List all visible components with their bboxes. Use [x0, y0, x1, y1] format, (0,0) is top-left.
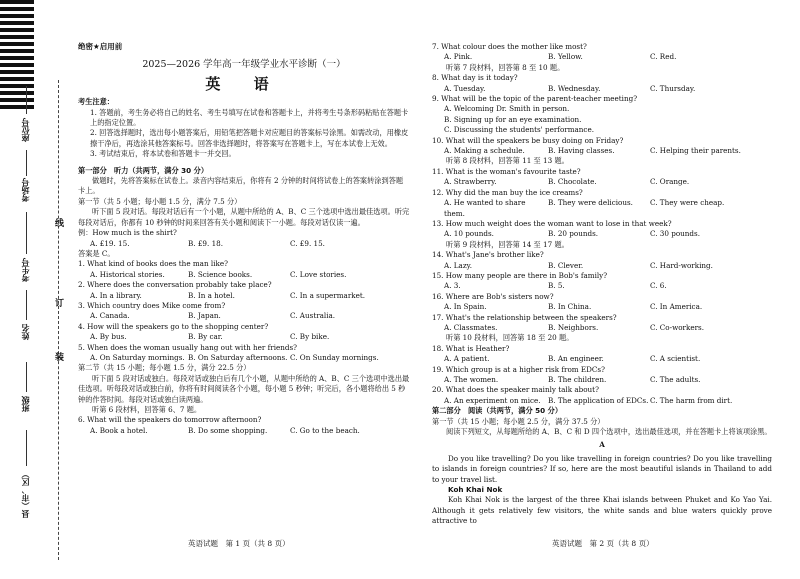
passage-label: A: [599, 440, 605, 450]
option-c: C. A scientist.: [650, 354, 701, 364]
question-item: 19. Which group is at a higher risk from EDCs?: [432, 364, 605, 374]
option-a: A. An experiment on mice.: [444, 395, 541, 405]
part2-section1-title: 第一节（共 15 小题；每小题 2.5 分，满分 37.5 分）: [432, 416, 605, 426]
notes-title: 考生注意：: [78, 97, 114, 107]
material-note: 听第 10 段材料，回答第 18 至 20 题。: [446, 333, 574, 343]
part1-title: 第一部分 听力（共两节，满分 30 分）: [78, 165, 209, 175]
option-c: C. Love stories.: [290, 269, 347, 279]
example-answer: 答案是 C。: [78, 248, 115, 258]
section2-title: 第二节（共 15 小题；每小题 1.5 分，满分 22.5 分）: [78, 363, 251, 373]
option-a: A. Making a schedule.: [444, 146, 525, 156]
options-row: [432, 198, 772, 219]
option-c: C. Australia.: [290, 311, 336, 321]
option-c: C. Thursday.: [650, 83, 696, 93]
option-a: A. The women.: [444, 375, 499, 384]
question-item: 10. What will the speakers be busy doing on Friday?: [432, 135, 624, 145]
option-c: C. Red.: [650, 52, 677, 62]
option-b: B. Wednesday.: [548, 83, 601, 93]
option-c: C. In America.: [650, 302, 703, 312]
option-c: C. In a supermarket.: [290, 290, 366, 300]
confidential-mark: 绝密★启用前: [78, 42, 123, 51]
question-item: 7. What colour does the mother like most?: [432, 42, 587, 51]
option-a: A. Welcoming Dr. Smith in person.: [444, 104, 570, 114]
county-label: 县（市、区）: [21, 470, 30, 518]
question-item: 8. What day is it today?: [432, 73, 518, 83]
question-item: 16. Where are Bob's sisters now?: [432, 291, 554, 301]
note-item: 2. 回答选择题时，选出每小题答案后，用铅笔把答题卡对应题目的答案标号涂黑。如需改动，用橡皮擦干净后，再选涂其他答案标号。回答非选择题时，将答案写在答题卡上，写在本试卷上无效。: [90, 128, 409, 148]
student-info-sidebar: [0, 0, 70, 579]
option-c: C. Hard-working.: [650, 260, 713, 270]
option-b: B. Signing up for an eye examination.: [444, 114, 582, 124]
section2-intro: 听下面 5 段对话或独白。每段对话或独白后有几个小题，从题中所给的 A、B、C 三个选项中选出最佳选项。听每段对话或独白前，你将有时间阅读各个小题，每小题 5 秒钟；听完后，各小题将给出 5 秒钟的作答时间。每段对话或独白读两遍。: [78, 373, 410, 404]
option-c: C. They were cheap.: [650, 198, 725, 208]
exam-room-label: 考场号: [21, 178, 30, 202]
question-item: 11. What is the woman's favourite taste?: [432, 166, 581, 176]
options-row: [432, 229, 772, 239]
seat-number-label: 座位号: [21, 118, 30, 142]
options-row: [432, 396, 772, 406]
options-row: [432, 323, 772, 333]
option-c: C. On Sunday mornings.: [290, 352, 379, 362]
part1-intro: 做题时，先将答案标在试卷上。录音内容结束后，你将有 2 分钟的时间将试卷上的答案转涂到答题卡上。: [78, 176, 404, 196]
option-b: B. The children.: [548, 375, 607, 384]
option-b: B. The application of EDCs.: [548, 395, 649, 405]
option-b: B. Do some shopping.: [188, 425, 268, 435]
options-4: [78, 332, 410, 342]
question-1: 1. What kind of books does the man like?: [78, 259, 228, 269]
option-c: C. 6.: [650, 281, 667, 291]
passage-paragraph: Koh Khai Nok is the largest of the three Khai islands between Phuket and Ko Yao Yai. Although it gets relatively few visitors, the white sands and blue waters quickly prove attractive to: [432, 495, 772, 526]
option-b: B. £9. 18.: [188, 238, 223, 248]
option-a: A. By bus.: [90, 332, 127, 342]
question-item: 12. Why did the man buy the ice creams?: [432, 187, 583, 197]
option-a: A. A patient.: [444, 354, 490, 364]
options-row: [432, 375, 772, 385]
options-3: [78, 311, 410, 321]
county-line: [26, 430, 27, 466]
option-b: B. On Saturday afternoons.: [188, 352, 288, 362]
option-b: B. In a hotel.: [188, 290, 235, 300]
example-options: [78, 239, 410, 249]
candidate-number-line: [26, 212, 27, 254]
options-row: [432, 177, 772, 187]
name-line: [26, 290, 27, 320]
page-1-footer: 英语试题 第 1 页（共 8 页）: [188, 539, 290, 548]
seat-number-line: [26, 86, 27, 114]
option-c: C. Orange.: [650, 177, 690, 187]
option-a: A. He wanted to share them.: [444, 198, 526, 218]
option-b: B. Neighbors.: [548, 322, 599, 332]
option-a: A. 3.: [444, 281, 461, 291]
option-c: C. The harm from dirt.: [650, 395, 733, 405]
option-b: B. Having classes.: [548, 146, 615, 156]
option-b: B. 20 pounds.: [548, 229, 599, 239]
question-item: 15. How many people are there in Bob's family?: [432, 270, 608, 280]
option-a: A. Historical stories.: [90, 269, 165, 279]
options-1: [78, 270, 410, 280]
name-label: 姓名: [21, 324, 30, 340]
question-3: 3. Which country does Mike come from?: [78, 300, 226, 310]
options-row: [432, 261, 772, 271]
exam-title: 2025—2026 学年高一年级学业水平诊断（一）: [142, 59, 346, 71]
class-line: [26, 362, 27, 392]
cut-mark-line: 线: [55, 219, 65, 229]
material-note: 听第 7 段材料，回答第 8 至 10 题。: [446, 62, 565, 72]
section1-intro: 听下面 5 段对话。每段对话后有一个小题，从题中所给的 A、B、C 三个选项中选出最佳选项。听完每段对话后，你都有 10 秒钟的时间来回答有关小题和阅读下一小题。每段对话仅读一遍。: [78, 207, 410, 227]
options-row: [432, 302, 772, 312]
note-item: 3. 考试结束后，将本试卷和答题卡一并交回。: [90, 149, 236, 159]
options-row: [432, 52, 772, 62]
options-2: [78, 291, 410, 301]
question-5: 5. When does the woman usually hang out with her friends?: [78, 342, 298, 352]
note-item: 1. 答题前，考生务必将自己的姓名、考生号填写在试卷和答题卡上，并将考生号条形码粘贴在答题卡上的指定位置。: [90, 107, 409, 128]
option-a: A. Canada.: [90, 311, 130, 321]
option-a: A. Classmates.: [444, 322, 498, 332]
option-c: C. The adults.: [650, 375, 701, 384]
material-note: 听第 8 段材料，回答第 11 至 13 题。: [446, 156, 569, 166]
option-b: B. 5.: [548, 281, 565, 291]
question-item: 18. What is Heather?: [432, 343, 510, 353]
class-label: 班级: [21, 396, 30, 412]
option-a: A. In Spain.: [444, 302, 487, 312]
question-item: 9. What will be the topic of the parent-teacher meeting?: [432, 94, 638, 104]
question-4: 4. How will the speakers go to the shopping center?: [78, 321, 269, 331]
option-a: A. Strawberry.: [444, 177, 497, 187]
question-item: 14. What's Jane's brother like?: [432, 250, 544, 260]
part2-title: 第二部分 阅读（共两节，满分 50 分）: [432, 406, 563, 416]
option-b: B. Yellow.: [548, 52, 583, 62]
option-a: A. Pink.: [444, 52, 473, 62]
option-a: A. Lazy.: [444, 260, 472, 270]
section1-title: 第一节（共 5 小题；每小题 1.5 分，满分 7.5 分）: [78, 196, 242, 206]
option-c: C. Co-workers.: [650, 322, 705, 332]
material-note: 听第 9 段材料，回答第 14 至 17 题。: [446, 239, 569, 249]
option-c: C. By bike.: [290, 332, 330, 342]
option-a: A. Tuesday.: [444, 83, 486, 93]
example-question: 例：How much is the shirt?: [78, 228, 177, 238]
option-b: B. Chocolate.: [548, 177, 597, 187]
cut-mark-bind: 订: [55, 299, 65, 309]
option-b: B. An engineer.: [548, 354, 604, 364]
option-b: B. Science books.: [188, 269, 253, 279]
cut-dashed-line: [58, 80, 59, 560]
passage-heading: Koh Khai Nok: [448, 485, 503, 495]
option-c: C. Helping their parents.: [650, 146, 741, 156]
passage-paragraph: Do you like travelling? Do you like travelling in foreign countries? Do you like travelling to islands in foreign countries? If so, here are the most beautiful islands in Thailand to add to your travel list.: [432, 453, 772, 484]
options-row: [432, 281, 772, 291]
question-2: 2. Where does the conversation probably take place?: [78, 280, 272, 290]
option-b: B. In China.: [548, 302, 592, 312]
option-c: C. £9. 15.: [290, 238, 325, 248]
options-5: [78, 353, 410, 363]
option-a: A. Book a hotel.: [90, 425, 148, 435]
question-item: 20. What does the speaker mainly talk about?: [432, 385, 599, 395]
options-row: [432, 354, 772, 364]
page-2-footer: 英语试题 第 2 页（共 8 页）: [552, 539, 654, 548]
option-b: B. Japan.: [188, 311, 221, 321]
option-c: C. Go to the beach.: [290, 425, 360, 435]
material-6-note: 听第 6 段材料，回答第 6、7 题。: [92, 405, 202, 414]
listening-questions-list: [432, 42, 772, 406]
option-c: C. Discussing the students' performance.: [444, 125, 594, 135]
option-a: A. £19. 15.: [90, 238, 130, 248]
question-item: 17. What's the relationship between the speakers?: [432, 312, 617, 322]
options-6: [78, 426, 410, 436]
subject-title: 英 语: [205, 74, 283, 93]
option-b: B. They were delicious.: [548, 198, 633, 208]
page-1-column: [78, 42, 410, 436]
question-6: 6. What will the speakers do tomorrow afternoon?: [78, 415, 262, 425]
option-b: B. By car.: [188, 332, 223, 342]
option-c: C. 30 pounds.: [650, 229, 701, 239]
page-2-column: [432, 42, 772, 527]
cut-mark-fix: 装: [55, 353, 65, 363]
option-a: A. On Saturday mornings.: [90, 352, 185, 362]
option-a: A. 10 pounds.: [444, 229, 494, 239]
options-row: [432, 146, 772, 156]
exam-room-line: [26, 150, 27, 176]
options-row: [432, 84, 772, 94]
option-b: B. Clever.: [548, 260, 584, 270]
option-a: A. In a library.: [90, 290, 142, 300]
candidate-number-label: 考生号: [21, 258, 30, 282]
part2-intro: 阅读下列短文，从每题所给的 A、B、C 和 D 四个选项中，选出最佳选项，并在答题卡上将该项涂黑。: [446, 427, 772, 437]
question-item: 13. How much weight does the woman want to lose in that week?: [432, 218, 672, 228]
